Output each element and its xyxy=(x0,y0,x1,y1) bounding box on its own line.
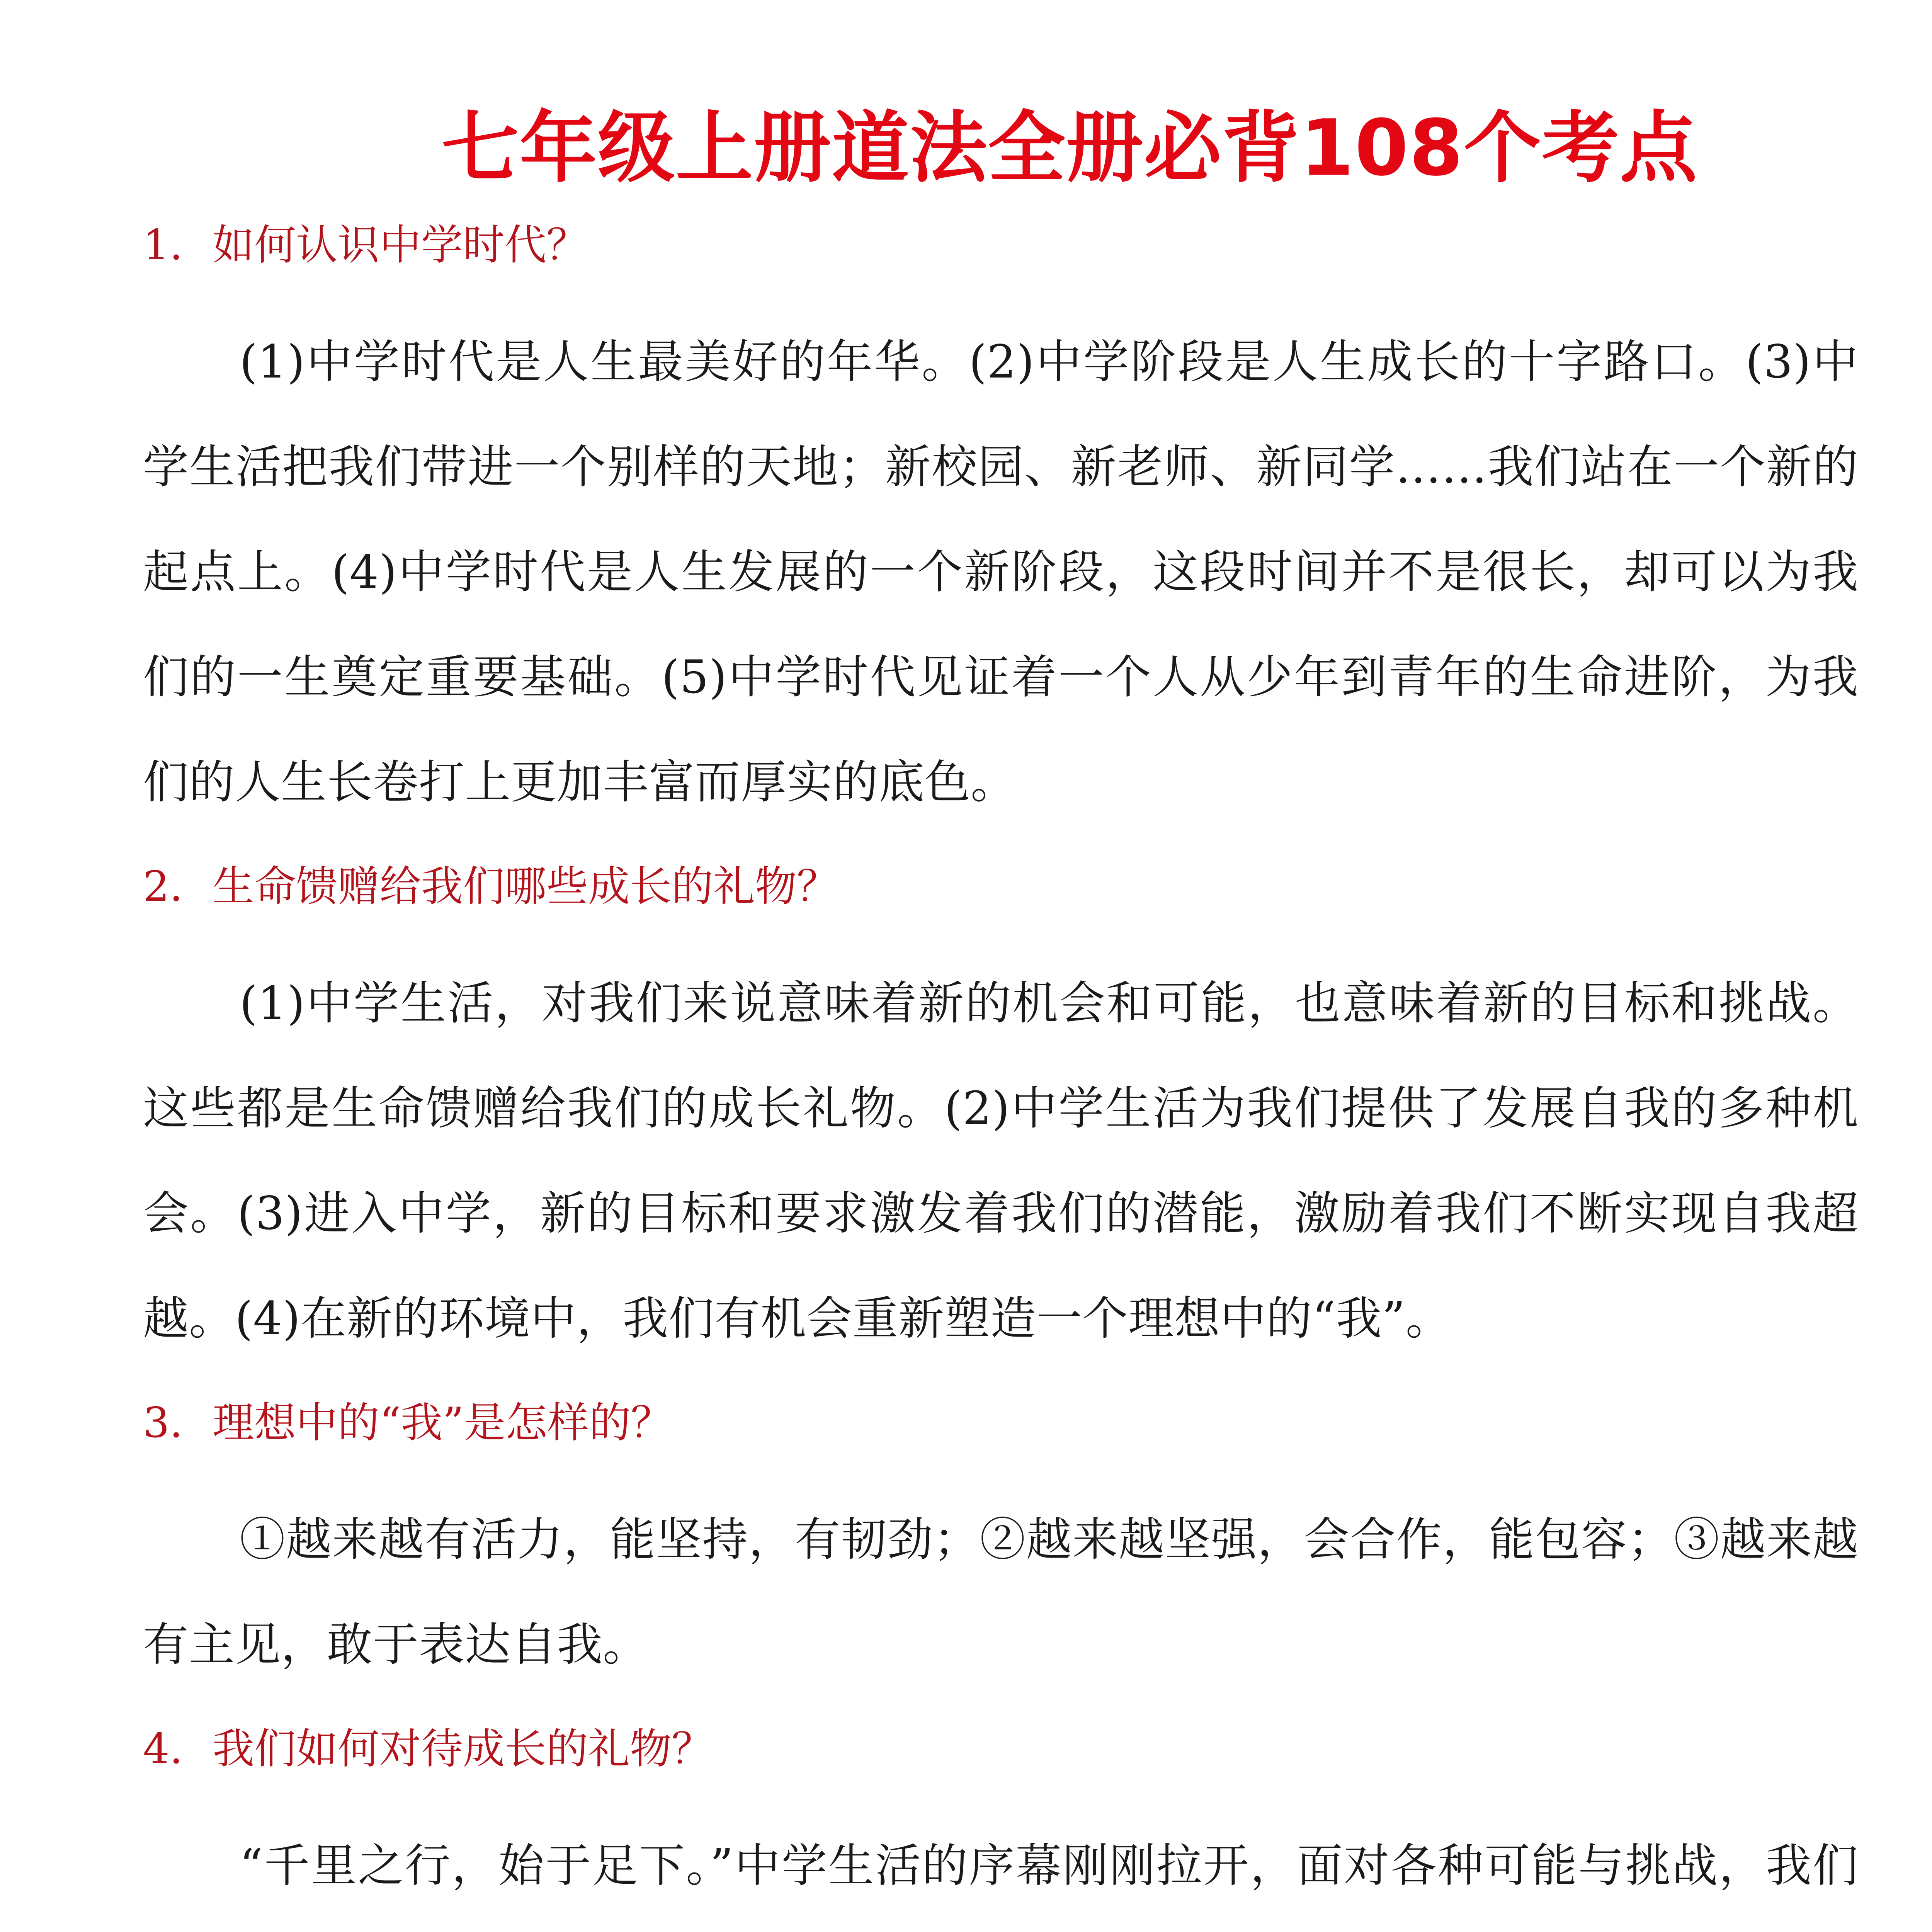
answer-text: “千里之行，始于足下。”中学生活的序幕刚刚拉开，面对各种可能与挑战，我们 xyxy=(240,1839,1859,1892)
question-text: 如何认识中学时代？ xyxy=(213,221,588,269)
question-number: 4. xyxy=(143,1725,183,1773)
question-text: 理想中的“我”是怎样的？ xyxy=(213,1399,673,1447)
question-text: 我们如何对待成长的礼物？ xyxy=(213,1725,714,1773)
question-heading xyxy=(143,1394,1859,1452)
answer-text: ①越来越有活力，能坚持，有韧劲；②越来越坚强，会合作，能包容；③越来越有主见，敢于表达自我。 xyxy=(143,1513,1859,1671)
question-number: 2. xyxy=(143,862,183,911)
list-item xyxy=(143,1720,1859,1932)
list-item xyxy=(143,216,1859,835)
list-item xyxy=(143,1394,1859,1697)
question-number: 1. xyxy=(143,221,183,269)
question-text: 生命馈赠给我们哪些成长的礼物？ xyxy=(213,862,839,911)
question-heading xyxy=(143,216,1859,274)
question-heading xyxy=(143,858,1859,916)
answer-text: (1)中学时代是人生最美好的年华。(2)中学阶段是人生成长的十字路口。(3)中学生活把我们带进一个别样的天地；新校园、新老师、新同学……我们站在一个新的起点上。(4)中学时代是人生发展的一个新阶段，这段时间并不是很长，却可以为我们的一生奠定重要基础。(5)中学时代见证着一个人从少年到青年的生命进阶，为我们的人生长卷打上更加丰富而厚实的底色。 xyxy=(143,335,1859,809)
page-title: 七年级上册道法全册必背108个考点 xyxy=(441,103,1698,193)
question-list xyxy=(143,216,1859,1932)
answer-text: (1)中学生活，对我们来说意味着新的机会和可能，也意味着新的目标和挑战。这些都是生命馈赠给我们的成长礼物。(2)中学生活为我们提供了发展自我的多种机会。(3)进入中学，新的目标和要求激发着我们的潜能，激励着我们不断实现自我超越。(4)在新的环境中，我们有机会重新塑造一个理想中的“我”。 xyxy=(143,976,1859,1345)
list-item xyxy=(143,858,1859,1371)
question-number: 3. xyxy=(143,1399,183,1447)
question-heading xyxy=(143,1720,1859,1778)
